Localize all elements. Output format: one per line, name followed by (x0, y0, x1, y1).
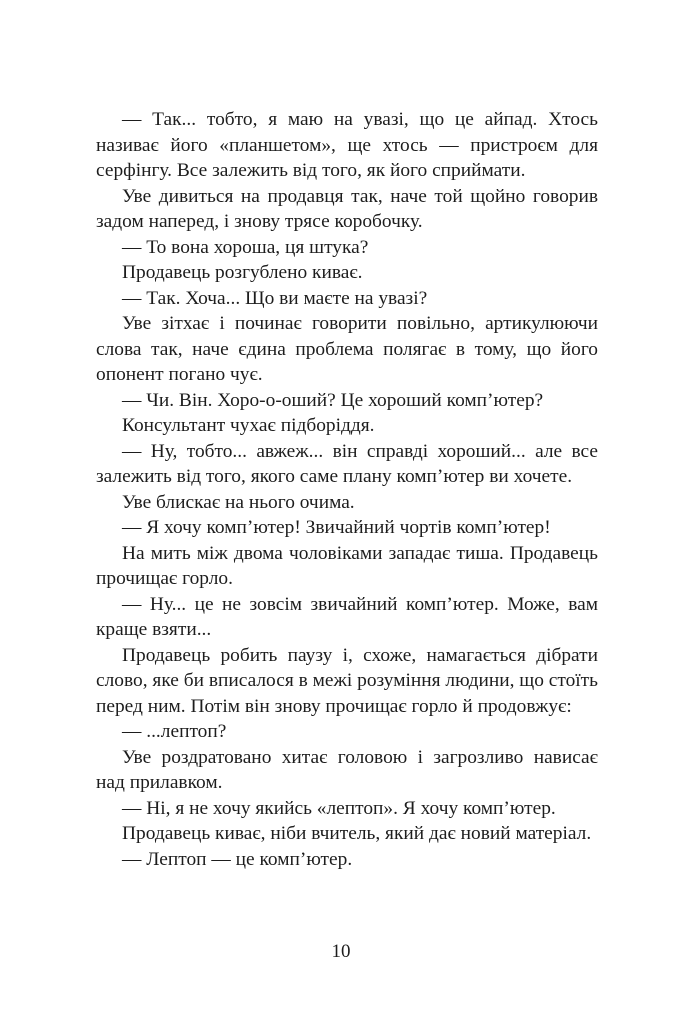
paragraph: Уве роздратовано хитає головою і загрозливо нависає над прилавком. (96, 746, 598, 793)
paragraph: — Лептоп — це комп’ютер. (122, 848, 353, 870)
page-body-text (96, 107, 598, 872)
paragraph: Консультант чухає підборіддя. (122, 415, 375, 436)
paragraph: — Ні, я не хочу якийсь «лептоп». Я хочу комп’ютер. (122, 797, 556, 819)
paragraph: На мить між двома чоловіками западає тиша. Продавець прочищає горло. (96, 542, 598, 589)
paragraph: — Чи. Він. Хоро-о-оший? Це хороший комп’ютер? (122, 389, 544, 411)
paragraph: Уве зітхає і починає говорити повільно, артикулюючи слова так, наче єдина проблема полягає в тому, що його опонент погано чує. (96, 313, 598, 385)
page-number: 10 (331, 941, 351, 962)
paragraph: — Так. Хоча... Що ви маєте на увазі? (122, 287, 428, 309)
paragraph: Уве блискає на нього очима. (122, 491, 355, 513)
paragraph: Уве дивиться на продавця так, наче той щойно говорив задом наперед, і знову трясе коробочку. (96, 185, 598, 232)
paragraph: — Я хочу комп’ютер! Звичайний чортів комп’ютер! (122, 517, 551, 538)
paragraph: Продавець робить паузу і, схоже, намагається дібрати слово, яке би вписалося в межі розуміння людини, що стоїть перед ним. Потім він знову прочищає горло й продовжує: (96, 644, 598, 717)
paragraph: — ...лептоп? (122, 721, 227, 742)
paragraph: — Так... тобто, я маю на увазі, що це айпад. Хтось називає його «планшетом», ще хтось — пристроєм для серфінгу. Все залежить від того, як його сприймати. (96, 109, 598, 181)
paragraph: Продавець киває, ніби вчитель, який дає новий матеріал. (122, 823, 592, 844)
paragraph: — Ну... це не зовсім звичайний комп’ютер. Може, вам краще взяти... (96, 593, 598, 640)
paragraph: — Ну, тобто... авжеж... він справді хороший... але все залежить від того, якого саме плану комп’ютер ви хочете. (96, 440, 598, 487)
paragraph: Продавець розгублено киває. (122, 262, 363, 283)
paragraph: — То вона хороша, ця штука? (122, 236, 369, 258)
